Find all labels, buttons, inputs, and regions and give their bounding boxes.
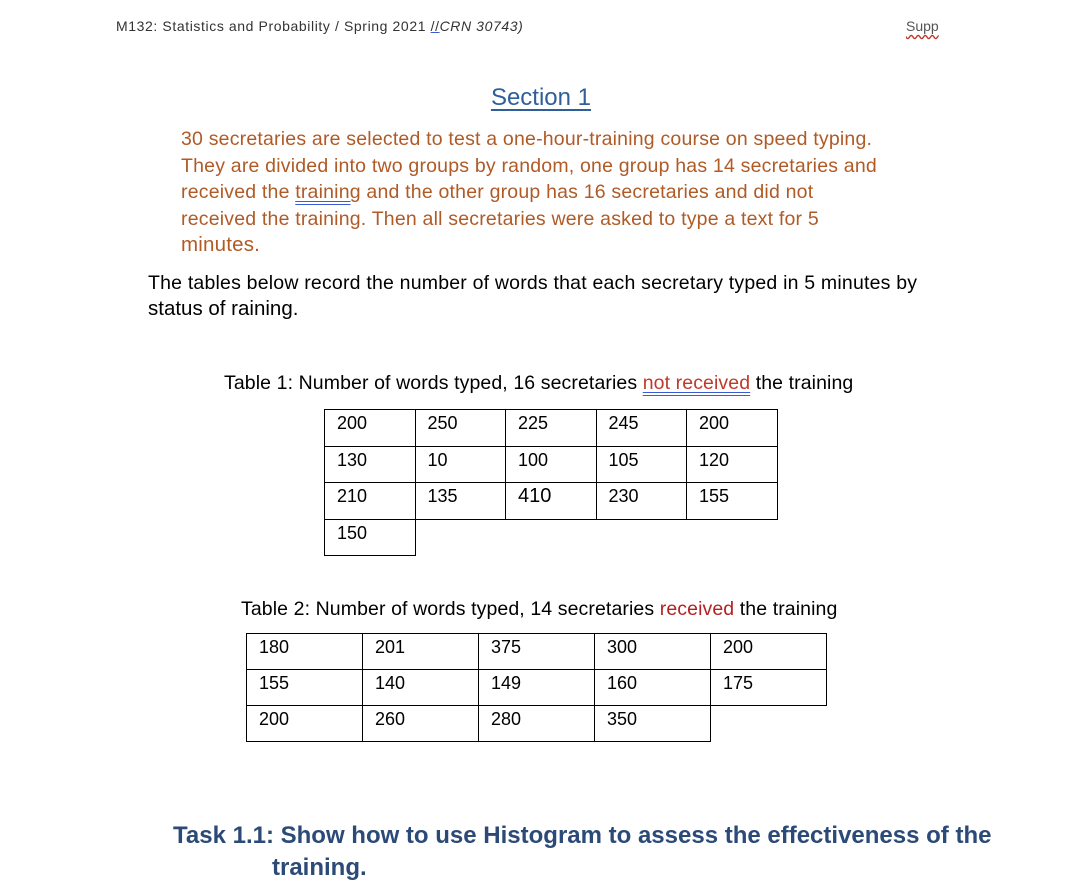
table-row (325, 446, 778, 483)
table-row (325, 519, 778, 556)
table-cell: 149 (479, 670, 595, 706)
empty-cell (687, 519, 778, 556)
table2-caption-received: received (659, 598, 735, 620)
table-cell: 210 (325, 483, 416, 520)
table-cell: 300 (595, 634, 711, 670)
table-cell: 10 (415, 446, 506, 483)
table-cell: 280 (479, 706, 595, 742)
table-cell: 180 (247, 634, 363, 670)
table1-caption-c: the training (750, 372, 854, 394)
table-cell: 155 (687, 483, 778, 520)
table-cell: 150 (325, 519, 416, 556)
intro-paragraph (181, 126, 901, 259)
table1-caption-not-received: not received (642, 372, 751, 394)
table-cell: 105 (596, 446, 687, 483)
task-line-2: training. (272, 854, 367, 881)
intro-training-word: training (295, 181, 361, 203)
intro-line-1: 30 secretaries are selected to test a one-hour-training course on speed typing. (181, 128, 873, 150)
header-right-text: Supp (906, 18, 939, 34)
crn-label: CRN 30743) (439, 18, 524, 34)
table1-caption (224, 372, 853, 395)
empty-cell (506, 519, 597, 556)
table2-caption (241, 598, 837, 621)
table-row (247, 706, 827, 742)
table1-caption-a: Table 1: Number of words typed, 16 secretaries (224, 372, 643, 394)
table-cell: 245 (596, 410, 687, 447)
intro-line-3 (181, 179, 901, 206)
empty-cell (711, 706, 827, 742)
description-line-2: status of raining. (148, 297, 299, 320)
empty-cell (596, 519, 687, 556)
table-row (247, 670, 827, 706)
table-row (247, 634, 827, 670)
intro-line-3-part-c: and the other group has 16 secretaries and did not (360, 181, 814, 203)
table-cell: 350 (595, 706, 711, 742)
crn-underline-mark: // (430, 18, 440, 34)
table2 (246, 633, 827, 742)
table-cell: 200 (687, 410, 778, 447)
intro-line-2: They are divided into two groups by random, one group has 14 secretaries and (181, 154, 877, 177)
intro-line-3-part-a: received the (181, 181, 296, 203)
section-title: Section 1 (490, 84, 592, 111)
intro-line-4: received the training. Then all secretaries were asked to type a text for 5 (181, 207, 819, 230)
table-cell: 155 (247, 670, 363, 706)
table-cell: 175 (711, 670, 827, 706)
page-header (116, 18, 523, 34)
table-cell: 201 (363, 634, 479, 670)
table-cell: 120 (687, 446, 778, 483)
table-cell: 160 (595, 670, 711, 706)
empty-cell (415, 519, 506, 556)
table-cell: 410 (506, 483, 597, 520)
table-cell: 260 (363, 706, 479, 742)
table-cell: 250 (415, 410, 506, 447)
table-cell: 200 (711, 634, 827, 670)
table-row (325, 483, 778, 520)
table2-caption-c: the training (734, 598, 838, 620)
table-cell: 140 (363, 670, 479, 706)
table-cell: 100 (506, 446, 597, 483)
table-cell: 200 (325, 410, 416, 447)
table-row (325, 410, 778, 447)
task-line-1: Task 1.1: Show how to use Histogram to assess the effectiveness of the (173, 822, 992, 849)
table1 (324, 409, 778, 556)
table-cell: 225 (506, 410, 597, 447)
table-cell: 230 (596, 483, 687, 520)
intro-line-5: minutes. (181, 233, 261, 256)
table-cell: 135 (415, 483, 506, 520)
description-line-1: The tables below record the number of words that each secretary typed in 5 minutes by (148, 272, 918, 294)
description-paragraph (148, 270, 948, 322)
course-title: M132: Statistics and Probability / Spring 2021 (116, 18, 431, 34)
table-cell: 200 (247, 706, 363, 742)
table2-caption-a: Table 2: Number of words typed, 14 secretaries (241, 598, 660, 620)
table-cell: 130 (325, 446, 416, 483)
task-heading (173, 820, 993, 884)
table-cell: 375 (479, 634, 595, 670)
